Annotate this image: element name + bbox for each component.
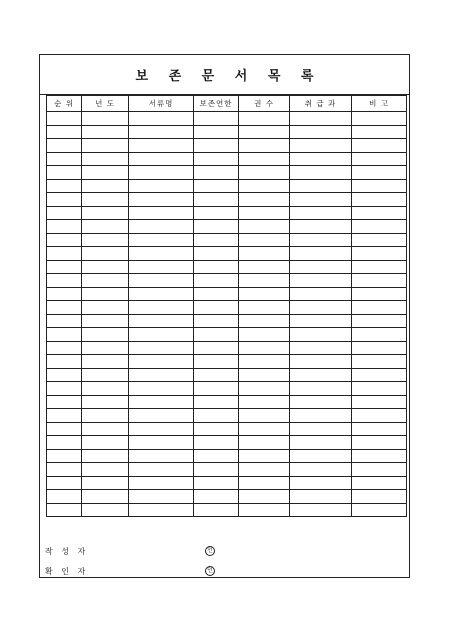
table-cell[interactable] — [352, 193, 407, 207]
table-cell[interactable] — [194, 260, 239, 274]
table-cell[interactable] — [82, 274, 129, 288]
table-cell[interactable] — [194, 247, 239, 261]
table-cell[interactable] — [129, 220, 194, 234]
table-cell[interactable] — [352, 463, 407, 477]
table-cell[interactable] — [82, 463, 129, 477]
table-cell[interactable] — [352, 476, 407, 490]
table-cell[interactable] — [82, 139, 129, 153]
table-cell[interactable] — [82, 503, 129, 517]
col-header-rank: 순 위 — [47, 96, 82, 112]
table-cell[interactable] — [194, 206, 239, 220]
table-row — [47, 422, 407, 436]
table-row — [47, 206, 407, 220]
table-row — [47, 328, 407, 342]
table-cell[interactable] — [82, 382, 129, 396]
table-cell[interactable] — [239, 125, 290, 139]
table-cell[interactable] — [352, 260, 407, 274]
table-cell[interactable] — [82, 247, 129, 261]
table-cell[interactable] — [290, 490, 352, 504]
table-cell[interactable] — [290, 409, 352, 423]
table-cell[interactable] — [239, 247, 290, 261]
col-header-retention-period: 보존연한 — [194, 96, 239, 112]
form-title: 보 존 문 서 목 록 — [135, 69, 322, 84]
table-cell[interactable] — [194, 490, 239, 504]
table-cell[interactable] — [47, 139, 82, 153]
table-cell[interactable] — [47, 328, 82, 342]
table-cell[interactable] — [239, 382, 290, 396]
table-cell[interactable] — [290, 328, 352, 342]
table-cell[interactable] — [129, 287, 194, 301]
table-cell[interactable] — [352, 287, 407, 301]
table-cell[interactable] — [129, 476, 194, 490]
table-cell[interactable] — [239, 139, 290, 153]
table-cell[interactable] — [194, 395, 239, 409]
table-cell[interactable] — [352, 355, 407, 369]
table-row — [47, 247, 407, 261]
table-cell[interactable] — [239, 449, 290, 463]
table-cell[interactable] — [194, 220, 239, 234]
table-cell[interactable] — [352, 247, 407, 261]
table-cell[interactable] — [239, 112, 290, 126]
table-cell[interactable] — [194, 193, 239, 207]
table-cell[interactable] — [47, 166, 82, 180]
table-cell[interactable] — [239, 179, 290, 193]
table-cell[interactable] — [290, 395, 352, 409]
table-cell[interactable] — [239, 220, 290, 234]
table-row — [47, 287, 407, 301]
table-cell[interactable] — [194, 476, 239, 490]
table-cell[interactable] — [239, 206, 290, 220]
table-cell[interactable] — [47, 301, 82, 315]
table-cell[interactable] — [129, 449, 194, 463]
table-cell[interactable] — [352, 314, 407, 328]
table-cell[interactable] — [239, 476, 290, 490]
table-cell[interactable] — [352, 220, 407, 234]
table-row — [47, 355, 407, 369]
table-cell[interactable] — [239, 395, 290, 409]
table-cell[interactable] — [352, 125, 407, 139]
table-cell[interactable] — [129, 463, 194, 477]
table-cell[interactable] — [194, 436, 239, 450]
table-cell[interactable] — [352, 341, 407, 355]
table-cell[interactable] — [82, 476, 129, 490]
table-cell[interactable] — [352, 152, 407, 166]
table-cell[interactable] — [82, 490, 129, 504]
table-cell[interactable] — [290, 233, 352, 247]
col-header-year: 년 도 — [82, 96, 129, 112]
table-cell[interactable] — [352, 274, 407, 288]
table-row — [47, 395, 407, 409]
table-cell[interactable] — [47, 463, 82, 477]
table-cell[interactable] — [47, 220, 82, 234]
table-cell[interactable] — [194, 112, 239, 126]
table-cell[interactable] — [290, 503, 352, 517]
table-cell[interactable] — [239, 193, 290, 207]
table-cell[interactable] — [290, 436, 352, 450]
table-row — [47, 179, 407, 193]
table-cell[interactable] — [290, 260, 352, 274]
table-cell[interactable] — [82, 395, 129, 409]
col-header-document-name: 서류명 — [129, 96, 194, 112]
table-cell[interactable] — [352, 422, 407, 436]
table-row — [47, 260, 407, 274]
table-cell[interactable] — [352, 112, 407, 126]
table-cell[interactable] — [352, 139, 407, 153]
table-cell[interactable] — [194, 422, 239, 436]
table-cell[interactable] — [129, 490, 194, 504]
table-cell[interactable] — [194, 314, 239, 328]
table-cell[interactable] — [239, 328, 290, 342]
table-cell[interactable] — [129, 314, 194, 328]
table-cell[interactable] — [352, 368, 407, 382]
table-cell[interactable] — [47, 409, 82, 423]
table-cell[interactable] — [82, 179, 129, 193]
table-cell[interactable] — [352, 436, 407, 450]
table-cell[interactable] — [290, 125, 352, 139]
table-cell[interactable] — [194, 368, 239, 382]
table-cell[interactable] — [239, 503, 290, 517]
table-cell[interactable] — [82, 314, 129, 328]
table-cell[interactable] — [290, 206, 352, 220]
table-row — [47, 152, 407, 166]
table-cell[interactable] — [290, 152, 352, 166]
table-cell[interactable] — [239, 422, 290, 436]
table-header-row — [47, 96, 407, 112]
table-cell[interactable] — [352, 206, 407, 220]
table-cell[interactable] — [194, 301, 239, 315]
table-cell[interactable] — [47, 112, 82, 126]
table-cell[interactable] — [82, 341, 129, 355]
table-cell[interactable] — [239, 490, 290, 504]
table-cell[interactable] — [239, 355, 290, 369]
table-cell[interactable] — [129, 260, 194, 274]
table-cell[interactable] — [290, 247, 352, 261]
table-cell[interactable] — [82, 368, 129, 382]
table-cell[interactable] — [290, 301, 352, 315]
table-cell[interactable] — [82, 125, 129, 139]
table-cell[interactable] — [239, 152, 290, 166]
table-cell[interactable] — [290, 382, 352, 396]
table-cell[interactable] — [290, 422, 352, 436]
table-cell[interactable] — [129, 152, 194, 166]
table-row — [47, 490, 407, 504]
table-cell[interactable] — [129, 409, 194, 423]
checker-label: 확 인 자 — [45, 567, 89, 576]
table-cell[interactable] — [82, 166, 129, 180]
col-header-remarks: 비 고 — [352, 96, 407, 112]
table-cell[interactable] — [129, 206, 194, 220]
document-list-table — [46, 95, 407, 517]
table-cell[interactable] — [239, 314, 290, 328]
table-cell[interactable] — [290, 314, 352, 328]
table-cell[interactable] — [352, 490, 407, 504]
table-cell[interactable] — [194, 463, 239, 477]
table-cell[interactable] — [82, 328, 129, 342]
table-cell[interactable] — [82, 112, 129, 126]
table-cell[interactable] — [47, 422, 82, 436]
table-cell[interactable] — [239, 166, 290, 180]
table-cell[interactable] — [82, 409, 129, 423]
table-row — [47, 409, 407, 423]
table-cell[interactable] — [194, 503, 239, 517]
table-cell[interactable] — [47, 395, 82, 409]
table-row — [47, 368, 407, 382]
table-cell[interactable] — [194, 233, 239, 247]
table-cell[interactable] — [82, 422, 129, 436]
table-row — [47, 139, 407, 153]
table-cell[interactable] — [290, 341, 352, 355]
table-cell[interactable] — [47, 193, 82, 207]
table-cell[interactable] — [290, 179, 352, 193]
table-cell[interactable] — [290, 476, 352, 490]
table-cell[interactable] — [239, 260, 290, 274]
table-cell[interactable] — [194, 152, 239, 166]
table-cell[interactable] — [239, 463, 290, 477]
table-row — [47, 301, 407, 315]
table-row — [47, 125, 407, 139]
table-cell[interactable] — [290, 220, 352, 234]
table-cell[interactable] — [47, 179, 82, 193]
table-cell[interactable] — [47, 314, 82, 328]
table-cell[interactable] — [352, 449, 407, 463]
col-header-volumes: 권 수 — [239, 96, 290, 112]
table-cell[interactable] — [47, 503, 82, 517]
table-cell[interactable] — [352, 382, 407, 396]
table-cell[interactable] — [194, 125, 239, 139]
table-cell[interactable] — [239, 409, 290, 423]
table-row — [47, 503, 407, 517]
table-cell[interactable] — [352, 395, 407, 409]
table-cell[interactable] — [82, 301, 129, 315]
table-cell[interactable] — [194, 287, 239, 301]
table-cell[interactable] — [194, 274, 239, 288]
table-row — [47, 314, 407, 328]
table-cell[interactable] — [194, 382, 239, 396]
table-cell[interactable] — [82, 220, 129, 234]
table-cell[interactable] — [47, 233, 82, 247]
table-cell[interactable] — [194, 355, 239, 369]
table-cell[interactable] — [47, 341, 82, 355]
table-cell[interactable] — [129, 422, 194, 436]
table-cell[interactable] — [290, 139, 352, 153]
table-row — [47, 382, 407, 396]
table-cell[interactable] — [290, 463, 352, 477]
table-cell[interactable] — [239, 368, 290, 382]
table-cell[interactable] — [47, 368, 82, 382]
table-cell[interactable] — [239, 301, 290, 315]
table-cell[interactable] — [129, 139, 194, 153]
table-row — [47, 193, 407, 207]
table-cell[interactable] — [47, 274, 82, 288]
table-cell[interactable] — [239, 233, 290, 247]
table-cell[interactable] — [82, 436, 129, 450]
table-cell[interactable] — [47, 125, 82, 139]
table-cell[interactable] — [290, 287, 352, 301]
table-cell[interactable] — [129, 166, 194, 180]
table-row — [47, 112, 407, 126]
table-cell[interactable] — [194, 166, 239, 180]
table-cell[interactable] — [194, 449, 239, 463]
table-cell[interactable] — [352, 179, 407, 193]
form-sheet — [39, 54, 410, 578]
table-cell[interactable] — [194, 341, 239, 355]
table-cell[interactable] — [239, 436, 290, 450]
table-cell[interactable] — [129, 395, 194, 409]
table-cell[interactable] — [129, 233, 194, 247]
table-row — [47, 341, 407, 355]
table-cell[interactable] — [82, 206, 129, 220]
table-cell[interactable] — [290, 166, 352, 180]
table-cell[interactable] — [82, 260, 129, 274]
table-cell[interactable] — [47, 355, 82, 369]
table-cell[interactable] — [47, 206, 82, 220]
author-label: 작 성 자 — [45, 547, 89, 556]
table-cell[interactable] — [194, 179, 239, 193]
table-cell[interactable] — [47, 152, 82, 166]
table-cell[interactable] — [82, 233, 129, 247]
table-cell[interactable] — [129, 368, 194, 382]
table-cell[interactable] — [290, 355, 352, 369]
table-row — [47, 166, 407, 180]
table-cell[interactable] — [129, 328, 194, 342]
table-cell[interactable] — [194, 328, 239, 342]
table-cell[interactable] — [239, 287, 290, 301]
table-cell[interactable] — [352, 409, 407, 423]
table-cell[interactable] — [290, 368, 352, 382]
table-cell[interactable] — [129, 274, 194, 288]
table-cell[interactable] — [47, 490, 82, 504]
table-cell[interactable] — [290, 449, 352, 463]
table-cell[interactable] — [82, 355, 129, 369]
table-cell[interactable] — [239, 341, 290, 355]
table-cell[interactable] — [290, 112, 352, 126]
table-row — [47, 463, 407, 477]
table-cell[interactable] — [47, 436, 82, 450]
table-cell[interactable] — [47, 476, 82, 490]
table-cell[interactable] — [47, 247, 82, 261]
table-cell[interactable] — [352, 301, 407, 315]
table-cell[interactable] — [352, 328, 407, 342]
table-cell[interactable] — [82, 449, 129, 463]
table-cell[interactable] — [129, 503, 194, 517]
table-cell[interactable] — [129, 247, 194, 261]
table-cell[interactable] — [129, 179, 194, 193]
table-cell[interactable] — [129, 341, 194, 355]
table-cell[interactable] — [239, 274, 290, 288]
table-cell[interactable] — [194, 139, 239, 153]
table-cell[interactable] — [129, 112, 194, 126]
table-cell[interactable] — [47, 287, 82, 301]
table-cell[interactable] — [352, 233, 407, 247]
table-row — [47, 449, 407, 463]
form-title-box — [40, 55, 409, 95]
table-cell[interactable] — [352, 166, 407, 180]
table-cell[interactable] — [129, 193, 194, 207]
table-row — [47, 476, 407, 490]
table-row — [47, 233, 407, 247]
table-cell[interactable] — [129, 382, 194, 396]
table-cell[interactable] — [82, 152, 129, 166]
table-cell[interactable] — [290, 274, 352, 288]
table-cell[interactable] — [290, 193, 352, 207]
table-cell[interactable] — [82, 287, 129, 301]
table-row — [47, 220, 407, 234]
table-row — [47, 436, 407, 450]
table-cell[interactable] — [129, 355, 194, 369]
author-seal-mark: 인 — [205, 546, 215, 556]
checker-seal-mark: 인 — [205, 566, 215, 576]
col-header-department: 취 급 과 — [290, 96, 352, 112]
table-cell[interactable] — [82, 193, 129, 207]
table-cell[interactable] — [47, 260, 82, 274]
table-cell[interactable] — [194, 409, 239, 423]
table-cell[interactable] — [129, 436, 194, 450]
table-cell[interactable] — [129, 301, 194, 315]
table-cell[interactable] — [47, 382, 82, 396]
table-row — [47, 274, 407, 288]
table-cell[interactable] — [47, 449, 82, 463]
table-cell[interactable] — [129, 125, 194, 139]
table-cell[interactable] — [352, 503, 407, 517]
